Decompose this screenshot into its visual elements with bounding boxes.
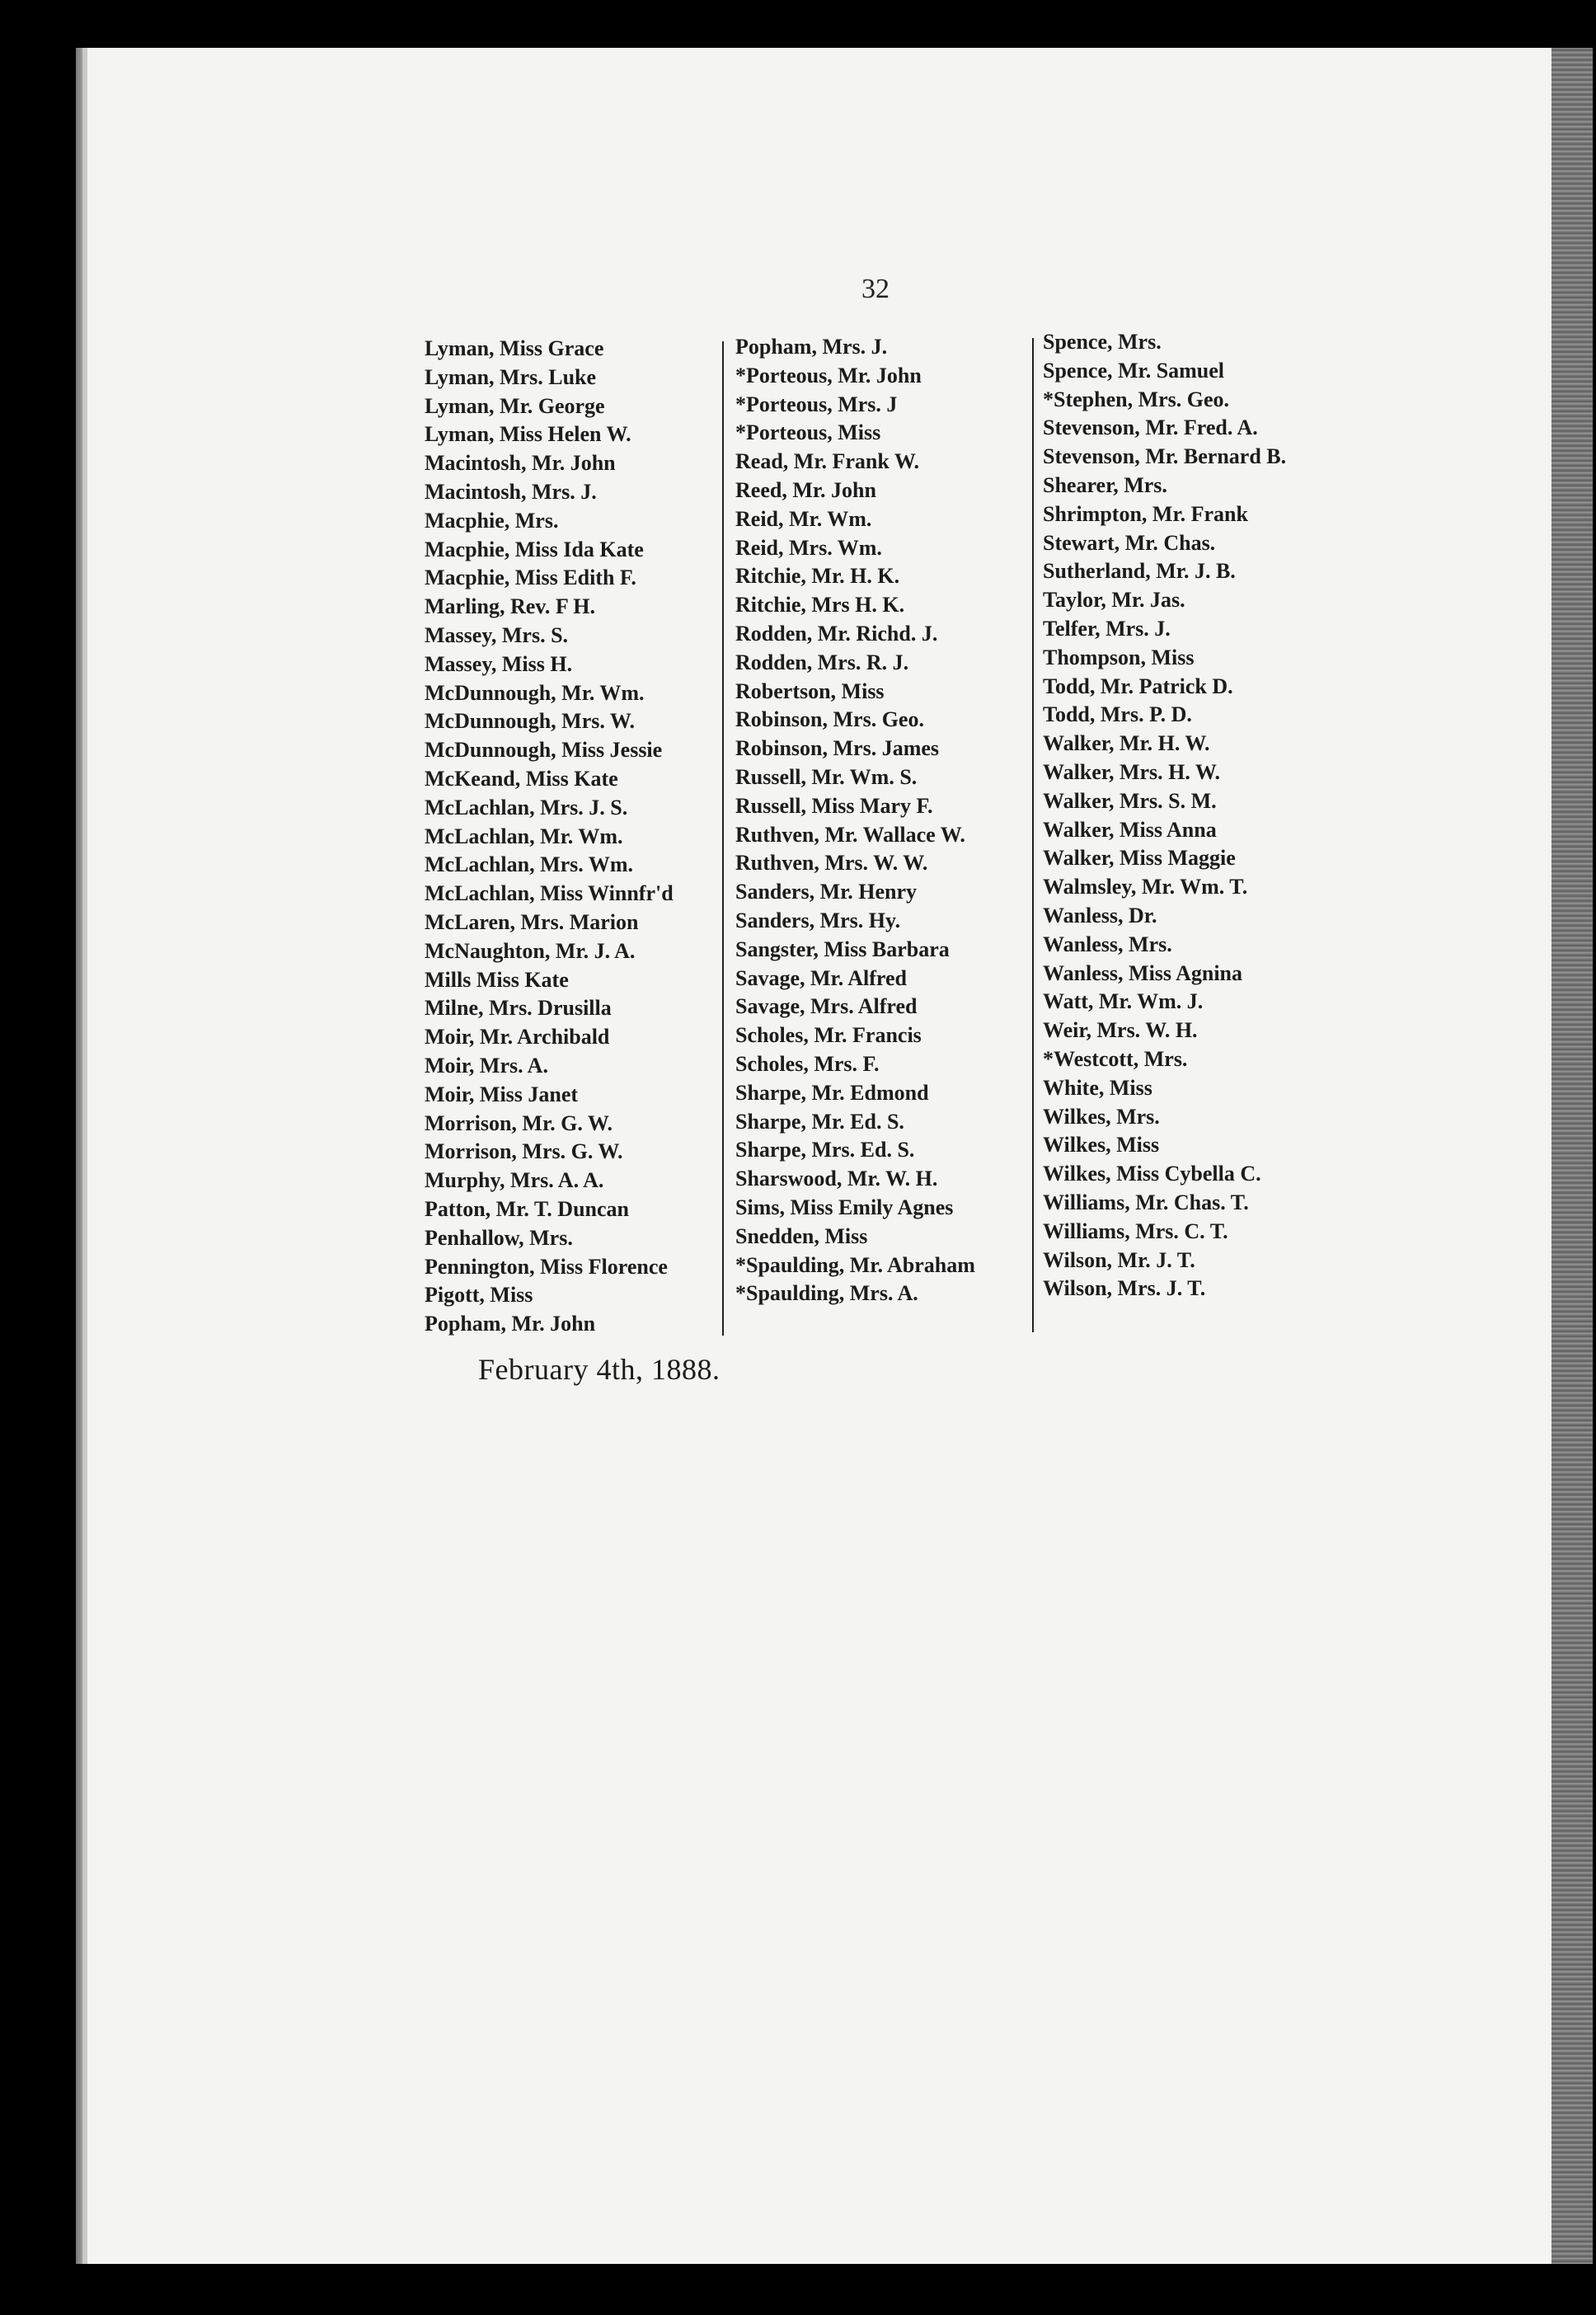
directory-entry: Moir, Mrs. A. [425,1053,548,1078]
directory-entry: Scholes, Mrs. F. [735,1051,880,1076]
directory-entry: Todd, Mr. Patrick D. [1043,674,1233,698]
column-divider-1 [722,341,724,1336]
directory-entry: McLachlan, Mrs. Wm. [425,852,633,877]
directory-entry: Russell, Mr. Wm. S. [735,764,918,789]
directory-entry: Lyman, Miss Grace [425,336,604,360]
directory-entry: McDunnough, Mr. Wm. [425,680,645,705]
directory-entry: Ruthven, Mrs. W. W. [735,851,928,876]
directory-entry: McNaughton, Mr. J. A. [425,938,636,963]
directory-entry: Snedden, Miss [735,1223,868,1248]
directory-entry: Savage, Mrs. Alfred [735,994,918,1019]
name-column-2 [735,333,975,1308]
directory-entry: Williams, Mrs. C. T. [1043,1219,1228,1243]
directory-entry: *Porteous, Mrs. J [735,392,898,416]
directory-entry: Popham, Mrs. J. [735,335,888,359]
directory-entry: Morrison, Mrs. G. W. [425,1139,623,1164]
directory-entry: McLachlan, Mrs. J. S. [425,795,628,819]
directory-entry: Milne, Mrs. Drusilla [425,996,612,1021]
directory-entry: Mills Miss Kate [425,967,569,992]
directory-entry: Sanders, Mrs. Hy. [735,908,901,932]
directory-entry: *Spaulding, Mrs. A. [735,1281,918,1306]
directory-entry: Walker, Mr. H. W. [1043,731,1210,756]
directory-entry: Watt, Mr. Wm. J. [1043,989,1204,1014]
directory-entry: Shearer, Mrs. [1043,472,1167,497]
directory-entry: Wilson, Mrs. J. T. [1043,1276,1206,1301]
directory-entry: Robinson, Mrs. James [735,736,940,761]
directory-entry: *Porteous, Miss [735,420,881,445]
directory-entry: Stewart, Mr. Chas. [1043,530,1216,555]
page-stack-edge [1551,48,1593,2264]
directory-entry: Popham, Mr. John [425,1312,596,1336]
directory-entry: Ritchie, Mrs H. K. [735,593,905,617]
directory-entry: McDunnough, Mrs. W. [425,709,635,734]
directory-entry: Sutherland, Mr. J. B. [1043,559,1236,584]
directory-entry: Sims, Miss Emily Agnes [735,1195,954,1219]
directory-entry: Sharswood, Mr. W. H. [735,1167,938,1191]
directory-entry: Wanless, Dr. [1043,903,1157,927]
directory-entry: Sangster, Miss Barbara [735,937,950,961]
directory-entry: Weir, Mrs. W. H. [1043,1018,1198,1043]
directory-entry: Murphy, Mrs. A. A. [425,1168,604,1193]
directory-entry: Walker, Mrs. H. W. [1043,759,1221,784]
directory-entry: McDunnough, Miss Jessie [425,738,663,763]
directory-entry: *Spaulding, Mr. Abraham [735,1252,975,1277]
directory-entry: Savage, Mr. Alfred [735,965,907,990]
directory-entry: Wilkes, Miss Cybella C. [1043,1162,1261,1186]
directory-entry: Macintosh, Mr. John [425,451,616,476]
directory-entry: Reid, Mr. Wm. [735,506,872,531]
directory-entry: Lyman, Miss Helen W. [425,422,631,447]
directory-entry: Sharpe, Mrs. Ed. S. [735,1138,915,1162]
directory-entry: McLachlan, Miss Winnfr'd [425,881,674,906]
name-column-3 [1043,328,1286,1303]
directory-entry: Sharpe, Mr. Edmond [735,1080,929,1105]
directory-entry: Massey, Miss H. [425,651,573,676]
directory-entry: Williams, Mr. Chas. T. [1043,1190,1249,1214]
directory-entry: Ruthven, Mr. Wallace W. [735,822,965,847]
directory-entry: Moir, Miss Janet [425,1082,579,1106]
directory-entry: Lyman, Mr. George [425,393,605,418]
directory-entry: Morrison, Mr. G. W. [425,1111,613,1135]
directory-entry: Taylor, Mr. Jas. [1043,588,1185,613]
column-divider-2 [1032,338,1034,1332]
directory-entry: Scholes, Mr. Francis [735,1023,922,1048]
directory-entry: Shrimpton, Mr. Frank [1043,501,1248,526]
directory-entry: Moir, Mr. Archibald [425,1025,610,1049]
directory-entry: Massey, Mrs. S. [425,622,569,647]
directory-entry: Todd, Mrs. P. D. [1043,702,1192,727]
directory-entry: McLaren, Mrs. Marion [425,909,639,934]
directory-entry: Wilkes, Mrs. [1043,1104,1160,1129]
directory-entry: Read, Mr. Frank W. [735,449,919,474]
directory-entry: Walker, Mrs. S. M. [1043,788,1217,813]
directory-entry: Sharpe, Mr. Ed. S. [735,1109,904,1134]
directory-entry: Rodden, Mrs. R. J. [735,650,909,674]
directory-entry: *Stephen, Mrs. Geo. [1043,387,1230,411]
directory-entry: Spence, Mr. Samuel [1043,358,1225,383]
directory-entry: Ritchie, Mr. H. K. [735,564,900,589]
directory-entry: Macintosh, Mrs. J. [425,479,597,504]
directory-entry: Rodden, Mr. Richd. J. [735,621,938,646]
directory-entry: Sanders, Mr. Henry [735,880,918,904]
directory-entry: Stevenson, Mr. Bernard B. [1043,444,1287,469]
directory-entry: *Westcott, Mrs. [1043,1046,1188,1071]
directory-entry: Spence, Mrs. [1043,330,1162,354]
directory-entry: Macphie, Miss Edith F. [425,566,636,590]
directory-entry: Pennington, Miss Florence [425,1254,668,1279]
dateline: February 4th, 1888. [478,1353,721,1386]
directory-entry: Marling, Rev. F H. [425,594,596,619]
directory-entry: McLachlan, Mr. Wm. [425,824,623,848]
directory-entry: Wanless, Miss Agnina [1043,960,1243,985]
directory-entry: Stevenson, Mr. Fred. A. [1043,416,1258,440]
directory-entry: Walmsley, Mr. Wm. T. [1043,875,1248,899]
directory-entry: Robertson, Miss [735,679,885,703]
directory-entry: Thompson, Miss [1043,645,1195,669]
directory-entry: Macphie, Mrs. [425,508,559,533]
directory-entry: Macphie, Miss Ida Kate [425,537,644,561]
directory-entry: Walker, Miss Anna [1043,817,1217,842]
directory-entry: Reid, Mrs. Wm. [735,535,882,560]
directory-entry: Penhallow, Mrs. [425,1225,573,1250]
directory-entry: Patton, Mr. T. Duncan [425,1196,629,1221]
directory-entry: Robinson, Mrs. Geo. [735,707,924,732]
name-column-1 [425,335,674,1339]
directory-entry: Walker, Miss Maggie [1043,846,1236,871]
directory-entry: White, Miss [1043,1075,1152,1100]
directory-entry: Pigott, Miss [425,1283,533,1308]
directory-entry: Wanless, Mrs. [1043,932,1172,956]
directory-entry: Telfer, Mrs. J. [1043,616,1171,641]
directory-entry: Wilson, Mr. J. T. [1043,1247,1195,1272]
directory-entry: *Porteous, Mr. John [735,363,922,387]
directory-entry: Wilkes, Miss [1043,1133,1160,1158]
directory-entry: Lyman, Mrs. Luke [425,364,597,389]
page-number: 32 [861,274,890,304]
directory-entry: Reed, Mr. John [735,477,876,502]
directory-entry: McKeand, Miss Kate [425,766,618,791]
directory-entry: Russell, Miss Mary F. [735,793,933,818]
